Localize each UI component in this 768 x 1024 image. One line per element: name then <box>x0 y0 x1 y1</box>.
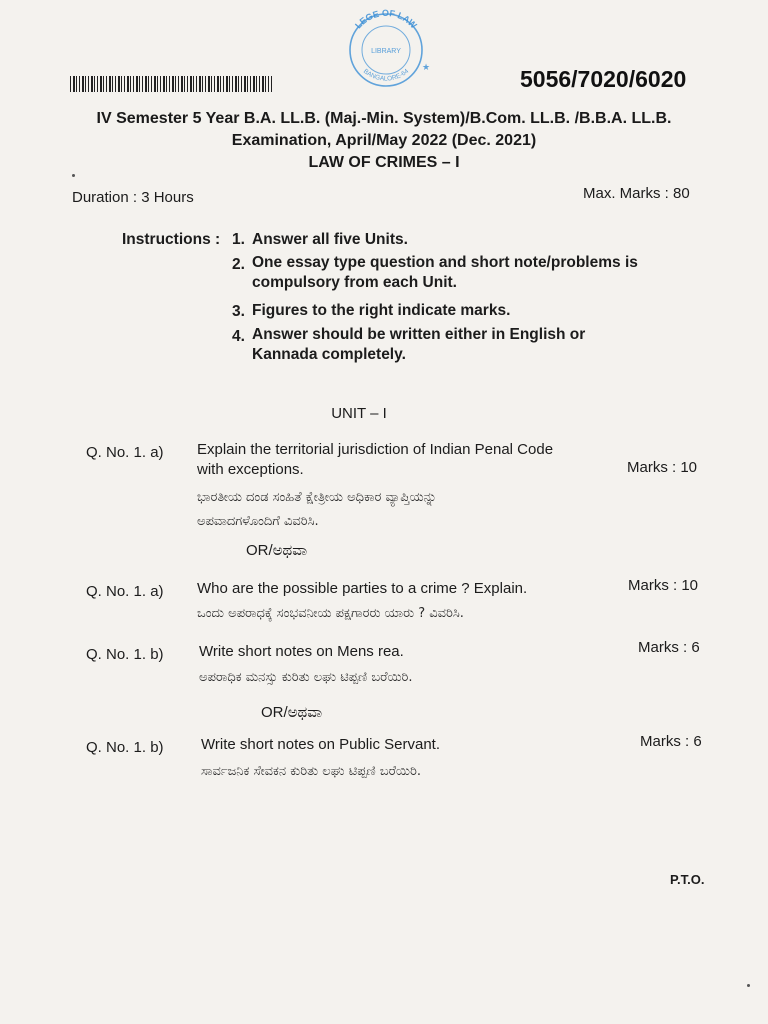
instruction-text: Figures to the right indicate marks. <box>252 302 511 319</box>
instruction-text: Kannada completely. <box>252 346 406 363</box>
instruction-number: 1. <box>232 231 245 248</box>
library-stamp <box>340 6 432 88</box>
page-turn-over: P.T.O. <box>670 872 705 887</box>
scan-speck <box>747 984 750 987</box>
question-marks: Marks : 6 <box>638 639 700 656</box>
or-separator: OR/ಅಥವಾ <box>261 704 323 721</box>
stamp-top-text: LEGE OF LAW <box>353 7 419 31</box>
question-text: Write short notes on Public Servant. <box>201 736 441 753</box>
question-label: Q. No. 1. b) <box>86 739 164 756</box>
instruction-text: One essay type question and short note/problems is <box>252 254 638 271</box>
stamp-star-icon: ★ <box>422 62 431 72</box>
instruction-number: 4. <box>232 328 245 345</box>
unit-heading: UNIT – I <box>331 405 387 422</box>
question-text-kannada: ಒಂದು ಅಪರಾಧಕ್ಕೆ ಸಂಭವನೀಯ ಪಕ್ಷಗಾರರು ಯಾರು ? ವಿವರಿಸಿ. <box>197 606 464 621</box>
scan-speck <box>72 174 75 177</box>
or-separator: OR/ಅಥವಾ <box>246 542 308 559</box>
question-text-kannada: ಅಪರಾಧಿಕ ಮನಸ್ಸು ಕುರಿತು ಲಘು ಟಿಪ್ಪಣಿ ಬರೆಯಿರಿ. <box>199 670 413 685</box>
svg-text:LEGE OF LAW <box>353 8 419 31</box>
question-label: Q. No. 1. a) <box>86 583 164 600</box>
barcode <box>70 76 272 92</box>
question-text-kannada: ಸಾರ್ವಜನಿಕ ಸೇವಕನ ಕುರಿತು ಲಘು ಟಿಪ್ಪಣಿ ಬರೆಯಿರಿ. <box>201 764 422 779</box>
question-text: Explain the territorial jurisdiction of Indian Penal Code <box>197 441 554 458</box>
question-text: Write short notes on Mens rea. <box>199 643 404 660</box>
question-text-kannada: ಭಾರತೀಯ ದಂಡ ಸಂಹಿತೆ ಕ್ಷೇತ್ರೀಯ ಅಧಿಕಾರ ವ್ಯಾಪ್ತಿಯನ್ನು <box>197 490 437 505</box>
instructions-heading: Instructions : <box>122 231 221 248</box>
question-text: Who are the possible parties to a crime ? Explain. <box>197 580 528 597</box>
exam-title-line-1: IV Semester 5 Year B.A. LL.B. (Maj.-Min. System)/B.Com. LL.B. /B.B.A. LL.B. <box>96 110 672 127</box>
instruction-number: 2. <box>232 256 245 273</box>
paper-code: 5056/7020/6020 <box>520 66 687 92</box>
question-marks: Marks : 6 <box>640 733 702 750</box>
instruction-text: Answer all five Units. <box>252 231 408 248</box>
question-marks: Marks : 10 <box>627 459 698 476</box>
exam-title-line-2: Examination, April/May 2022 (Dec. 2021) <box>231 132 537 149</box>
question-text-kannada: ಅಪವಾದಗಳೊಂದಿಗೆ ವಿವರಿಸಿ. <box>197 514 319 529</box>
svg-text:BANGALORE-64 <box>362 68 411 83</box>
question-label: Q. No. 1. b) <box>86 646 164 663</box>
stamp-mid-text: LIBRARY <box>371 48 401 55</box>
stamp-bottom-text: BANGALORE-64 <box>361 67 411 83</box>
instruction-text: Answer should be written either in English or <box>252 326 586 343</box>
question-marks: Marks : 10 <box>628 577 699 594</box>
question-label: Q. No. 1. a) <box>86 444 164 461</box>
subject-title: LAW OF CRIMES – I <box>308 154 460 171</box>
instruction-number: 3. <box>232 303 245 320</box>
question-text: with exceptions. <box>197 461 304 478</box>
instruction-text: compulsory from each Unit. <box>252 274 457 291</box>
max-marks: Max. Marks : 80 <box>583 185 690 202</box>
duration: Duration : 3 Hours <box>72 189 194 206</box>
